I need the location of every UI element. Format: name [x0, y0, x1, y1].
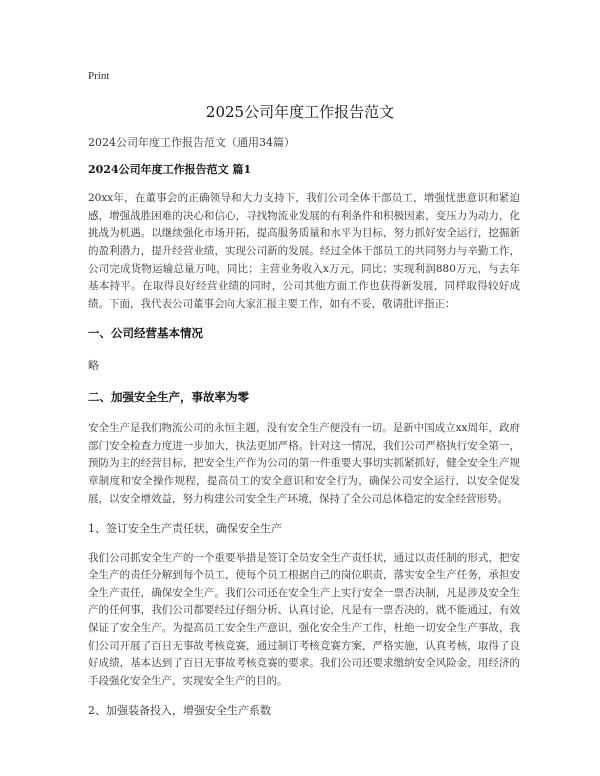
sub2-heading: 2、加强装备投入，增强安全生产系数	[88, 704, 271, 718]
article-heading: 2024公司年度工作报告范文 篇1	[88, 162, 252, 176]
print-label: Print	[88, 70, 110, 82]
section1-heading: 一、公司经营基本情况	[88, 326, 203, 341]
section2-heading: 二、加强安全生产，事故率为零	[88, 389, 249, 404]
document-title: 2025公司年度工作报告范文	[205, 103, 395, 121]
sub1-heading: 1、签订安全生产责任状，确保安全生产	[88, 522, 282, 536]
sub1-paragraph: 我们公司抓安全生产的一个重要举措是签订全员安全生产责任状，通过以责任制的形式，把安全生产的责任分解到每个员工，使每个员工根据自己的岗位职责，落实安全生产任务，承担安全生产责任，确保安全生产。我们公司还在安全生产上实行安全一票否决制，凡是涉及安全生产的任何事，我们公司都要经过仔细分析、认真讨论，凡是有一票否决的，就不能通过，有效保证了安全生产。为提高员工安全生产意识，强化安全生产工作，杜绝一切安全生产事故，我们公司开展了百日无事故考核竞赛，通过制订考核竞赛方案，严格实施，认真考核，取得了良好成绩，基本达到了百日无事故考核竞赛的要求。我们公司还要求缴纳安全风险金，用经济的手段强化安全生产，实现安全生产的目的。	[88, 551, 520, 687]
section1-body: 略	[88, 358, 99, 372]
document-body	[88, 134, 520, 732]
document-subtitle: 2024公司年度工作报告范文（通用34篇）	[88, 136, 295, 149]
intro-paragraph: 20xx年，在董事会的正确领导和大力支持下，我们公司全体干部员工，增强忧患意识和紧迫感，增强战胜困难的决心和信心，寻找物流业发展的有利条件和积极因素，变压力为动力，化挑战为机遇。以继续强化市场开拓，提高服务质量和水平为目标，努力抓好安全运行，挖掘新的盈利潜力，提升经营业绩，实现公司新的发展。经过全体干部员工的共同努力与辛勤工作，公司完成货物运输总量万吨，同比；主营业务收入x万元，同比；实现利润880万元，与去年基本持平。在取得良好经营业绩的同时，公司其他方面工作也获得新发展，同样取得较好成绩。下面，我代表公司董事会向大家汇报主要工作，如有不妥，敬请批评指正：	[88, 192, 520, 310]
section2-paragraph: 安全生产是我们物流公司的永恒主题，没有安全生产便没有一切。是新中国成立xx周年，政府部门安全检查力度进一步加大，执法更加严格。针对这一情况，我们公司严格执行安全第一，预防为主的经营目标，把安全生产作为公司的第一件重要大事切实抓紧抓好，健全安全生产规章制度和安全操作规程，提高员工的安全意识和安全行为，确保公司安全运行，以安全促发展，以安全增效益，努力构建公司安全生产环境，保持了全公司总体稳定的安全经营形势。	[88, 422, 520, 505]
